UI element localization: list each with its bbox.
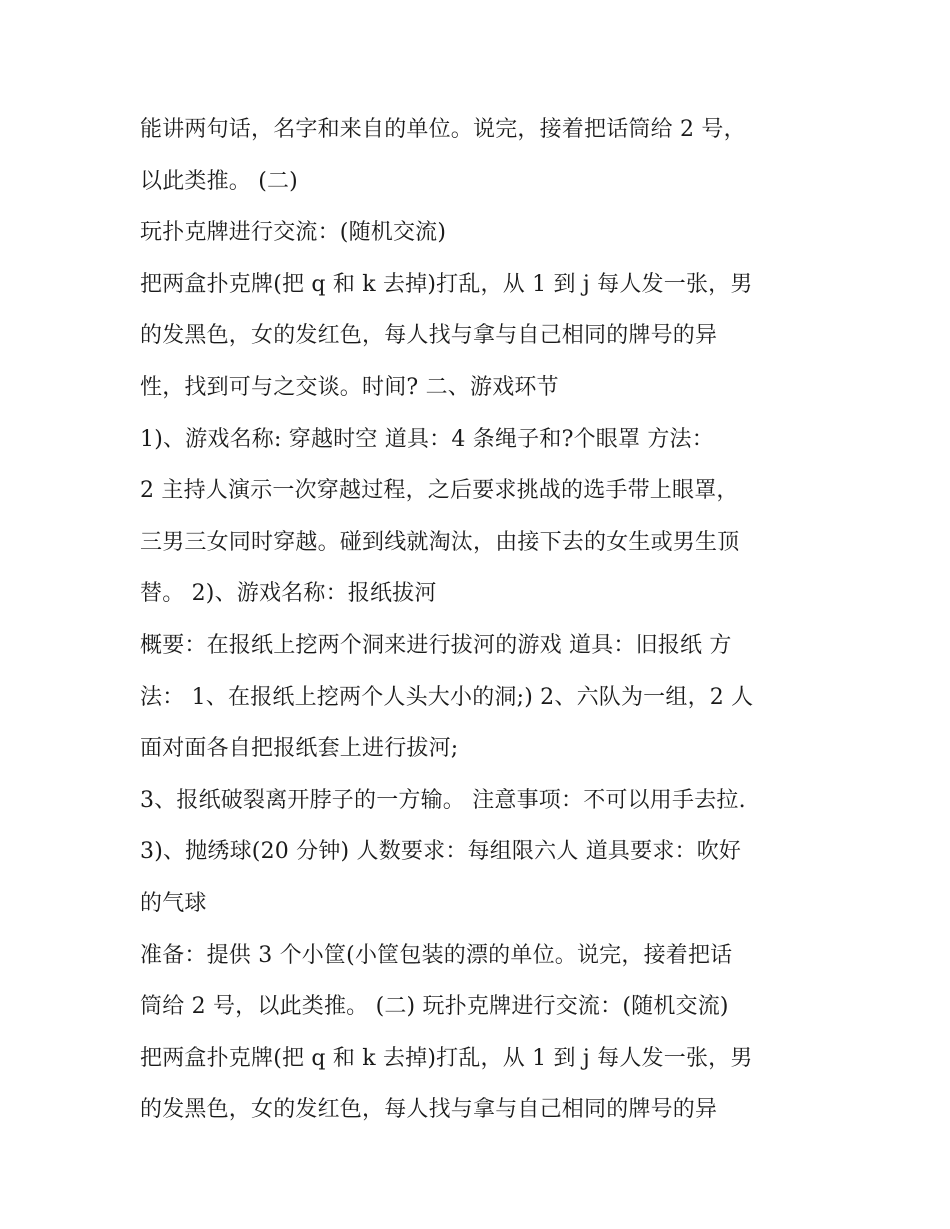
text-line: 把两盒扑克牌(把 q 和 k 去掉)打乱，从 1 到 j 每人发一张，男	[140, 271, 753, 297]
text-line: 法： 1、在报纸上挖两个人头大小的洞;) 2、六队为一组，2 人	[140, 684, 754, 710]
text-line: 1)、游戏名称: 穿越时空 道具：4 条绳子和?个眼罩 方法：	[140, 426, 714, 452]
text-line: 把两盒扑克牌(把 q 和 k 去掉)打乱，从 1 到 j 每人发一张，男	[140, 1045, 753, 1071]
text-line: 以此类推。 (二)	[140, 168, 298, 194]
text-line: 3、报纸破裂离开脖子的一方输。 注意事项：不可以用手去拉.	[140, 787, 746, 813]
text-line: 2 主持人演示一次穿越过程，之后要求挑战的选手带上眼罩，	[140, 478, 739, 504]
text-line: 能讲两句话，名字和来自的单位。说完，接着把话筒给 2 号，	[140, 117, 746, 142]
document-body	[140, 104, 830, 1136]
text-line: 的气球	[140, 890, 207, 916]
text-line: 三男三女同时穿越。碰到线就淘汰，由接下去的女生或男生顶	[140, 529, 740, 555]
text-line: 的发黑色，女的发红色，每人找与拿与自己相同的牌号的异	[140, 323, 718, 349]
text-line: 准备：提供 3 个小筐(小筐包装的漂的单位。说完，接着把话	[140, 942, 733, 968]
text-line: 概要：在报纸上挖两个洞来进行拔河的游戏 道具：旧报纸 方	[140, 632, 732, 658]
text-line: 的发黑色，女的发红色，每人找与拿与自己相同的牌号的异	[140, 1097, 718, 1123]
text-line: 3)、抛绣球(20 分钟) 人数要求：每组限六人 道具要求：吹好	[140, 839, 742, 865]
text-line: 玩扑克牌进行交流：(随机交流)	[140, 220, 447, 246]
text-line: 性，找到可与之交谈。时间? 二、游戏环节	[140, 374, 559, 400]
text-line: 替。 2)、游戏名称：报纸拔河	[140, 581, 437, 607]
text-line: 筒给 2 号，以此类推。 (二) 玩扑克牌进行交流：(随机交流)	[140, 994, 729, 1020]
text-line: 面对面各自把报纸套上进行拔河;	[140, 736, 459, 762]
